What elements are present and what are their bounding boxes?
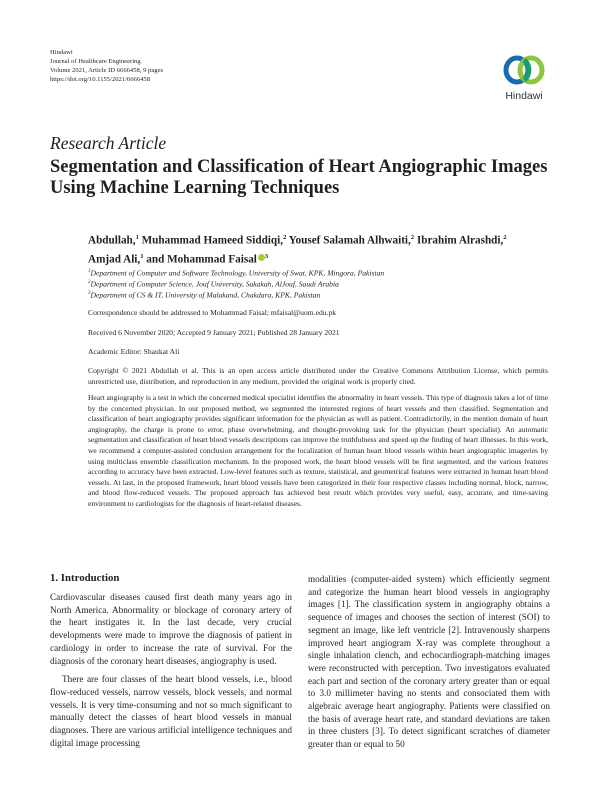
doi-link[interactable]: https://doi.org/10.1155/2021/6666458: [50, 76, 151, 83]
author-name: Abdullah,: [88, 234, 136, 247]
author-list: [88, 230, 558, 267]
logo-text: Hindawi: [505, 90, 543, 102]
body-column-right: [308, 573, 550, 757]
body-column-left: [50, 591, 292, 755]
author-affiliation-mark: 2: [283, 234, 287, 241]
author-name: Amjad Ali,: [88, 253, 141, 266]
paragraph: modalities (computer-aided system) which efficiently segment and categorize the human heart blood vessels in angiography images [1]. The classification system in angiography obtains a sequence of images and chooses the section of interest (SOI) to segment an image, like left ventricle [2]. Intravenously sharpens improved heart angiogram X-ray was complete throughout a single inhalation clench, and echocardiograph-matching images were reconstructed with perception. Two investigators evaluated each part and section of the coronary artery greater than or equal to 3.0 millimeter having no stents and consociated them with algebraic average heart angiography. Patients were classified on the basis of average heart rate, and standard deviations are taken in three clusters [3]. To detect significant scratches of diameter greater than or equal to 50: [308, 574, 550, 750]
author-affiliation-mark: 2: [410, 234, 415, 241]
orcid-icon[interactable]: [258, 254, 265, 261]
affiliation-text: Department of Computer Science, Jouf University, Sakakah, AlJouf, Saudi Arabia: [90, 279, 339, 289]
author-affiliation-mark: 1: [140, 252, 144, 260]
affiliation-number: 1: [88, 269, 91, 274]
author-affiliation-mark: 1: [135, 234, 139, 241]
hindawi-logo-icon: [499, 50, 549, 90]
journal-meta: [50, 48, 163, 84]
correspondence: Correspondence should be addressed to Mohammad Faisal; mfaisal@uom.edu.pk: [88, 308, 337, 317]
author-affiliation-mark: 3: [264, 252, 269, 260]
affiliation-text: Department of CS & IT, University of Malakand, Chakdara, KPK, Pakistan: [90, 290, 321, 300]
publisher-name: Hindawi: [50, 49, 73, 56]
affiliation: [88, 288, 320, 301]
academic-editor: Academic Editor: Shaukat Ali: [88, 347, 180, 356]
affiliation-text: Department of Computer and Software Technology, University of Swat, KPK, Mingora, Pakistan: [90, 268, 385, 278]
author-name: and Mohammad Faisal: [143, 253, 257, 266]
article-title: Segmentation and Classification of Heart Angiographic Images Using Machine Learning Techniques: [50, 157, 548, 198]
volume-info: Volume 2021, Article ID 6666458, 9 pages: [50, 67, 164, 74]
publication-dates: Received 6 November 2020; Accepted 9 January 2021; Published 28 January 2021: [88, 328, 340, 337]
affiliation-number: 2: [88, 280, 91, 285]
article-type: Research Article: [50, 133, 167, 153]
section-heading: 1. Introduction: [50, 572, 120, 584]
author-affiliation-mark: 2: [503, 234, 507, 241]
copyright-notice: Copyright © 2021 Abdullah et al. This is an open access article distributed under the Creative Commons Attribution License, which permits unrestricted use, distribution, and reproduction in any medium, provided the original work is properly cited.: [88, 366, 548, 386]
hindawi-logo: [499, 50, 549, 102]
abstract: Heart angiography is a test in which the concerned medical specialist identifies the abnormality in heart vessels. This type of diagnosis takes a lot of time by the concerned physician. In our proposed method, we segmented the interested regions of heart vessels and then classified. Segmentation and classification of heart angiography provides significant information for the physician as well as patient. Contradictorily, in the mention domain of heart angiography, the charge is prone to error, phase overwhelming, and thought-provoking task for the physician (heart specialist). An automatic segmentation and classification of heart blood vessels descriptions can improve the truthfulness and speed up the finding of heart illnesses. In this work, we recommend a computer-assisted conclusion arrangement for the localization of human heart blood vessels within heart angiographic imageries by using multiclass ensemble classification mechanism. In the proposed work, the heart blood vessels will be first segmented, and the various features according to accuracy have been extracted. Low-level features such as texture, statistical, and geometrical features were extracted in human heart blood vessels. At last, in the proposed framework, heart blood vessels have been categorized in their four respective classes including normal, block, narrow, and blood flow-reduced vessels. The proposed approach has achieved best result which provides very useful, easy, accurate, and time-saving environment to cardiologists for the diagnosis of heart-related diseases.: [88, 393, 548, 508]
author-name: Yousef Salamah Alhwaiti,: [286, 234, 411, 247]
journal-name: Journal of Healthcare Engineering: [50, 58, 141, 65]
author-name: Muhammad Hameed Siddiqi,: [138, 234, 284, 247]
paragraph: Cardiovascular diseases caused first death many years ago in North America. Abnormality or blockage of coronary artery of the heart instigates it. In the last decade, very crucial developments were made to improve the diagnosis of patient in cardiology in order to increase the rate of survival. For the diagnosis of the coronary heart diseases, angiography is used.: [50, 592, 292, 666]
paragraph: There are four classes of the heart blood vessels, i.e., blood flow-reduced vessels, narrow vessels, block vessels, and normal vessels. It is very time-consuming and not so much significant to manually detect the classes of heart blood vessels in manual diagnoses. There are various artificial intelligence techniques and digital image processing: [50, 674, 292, 748]
author-name: Ibrahim Alrashdi,: [414, 234, 504, 247]
affiliation-number: 3: [88, 291, 91, 296]
